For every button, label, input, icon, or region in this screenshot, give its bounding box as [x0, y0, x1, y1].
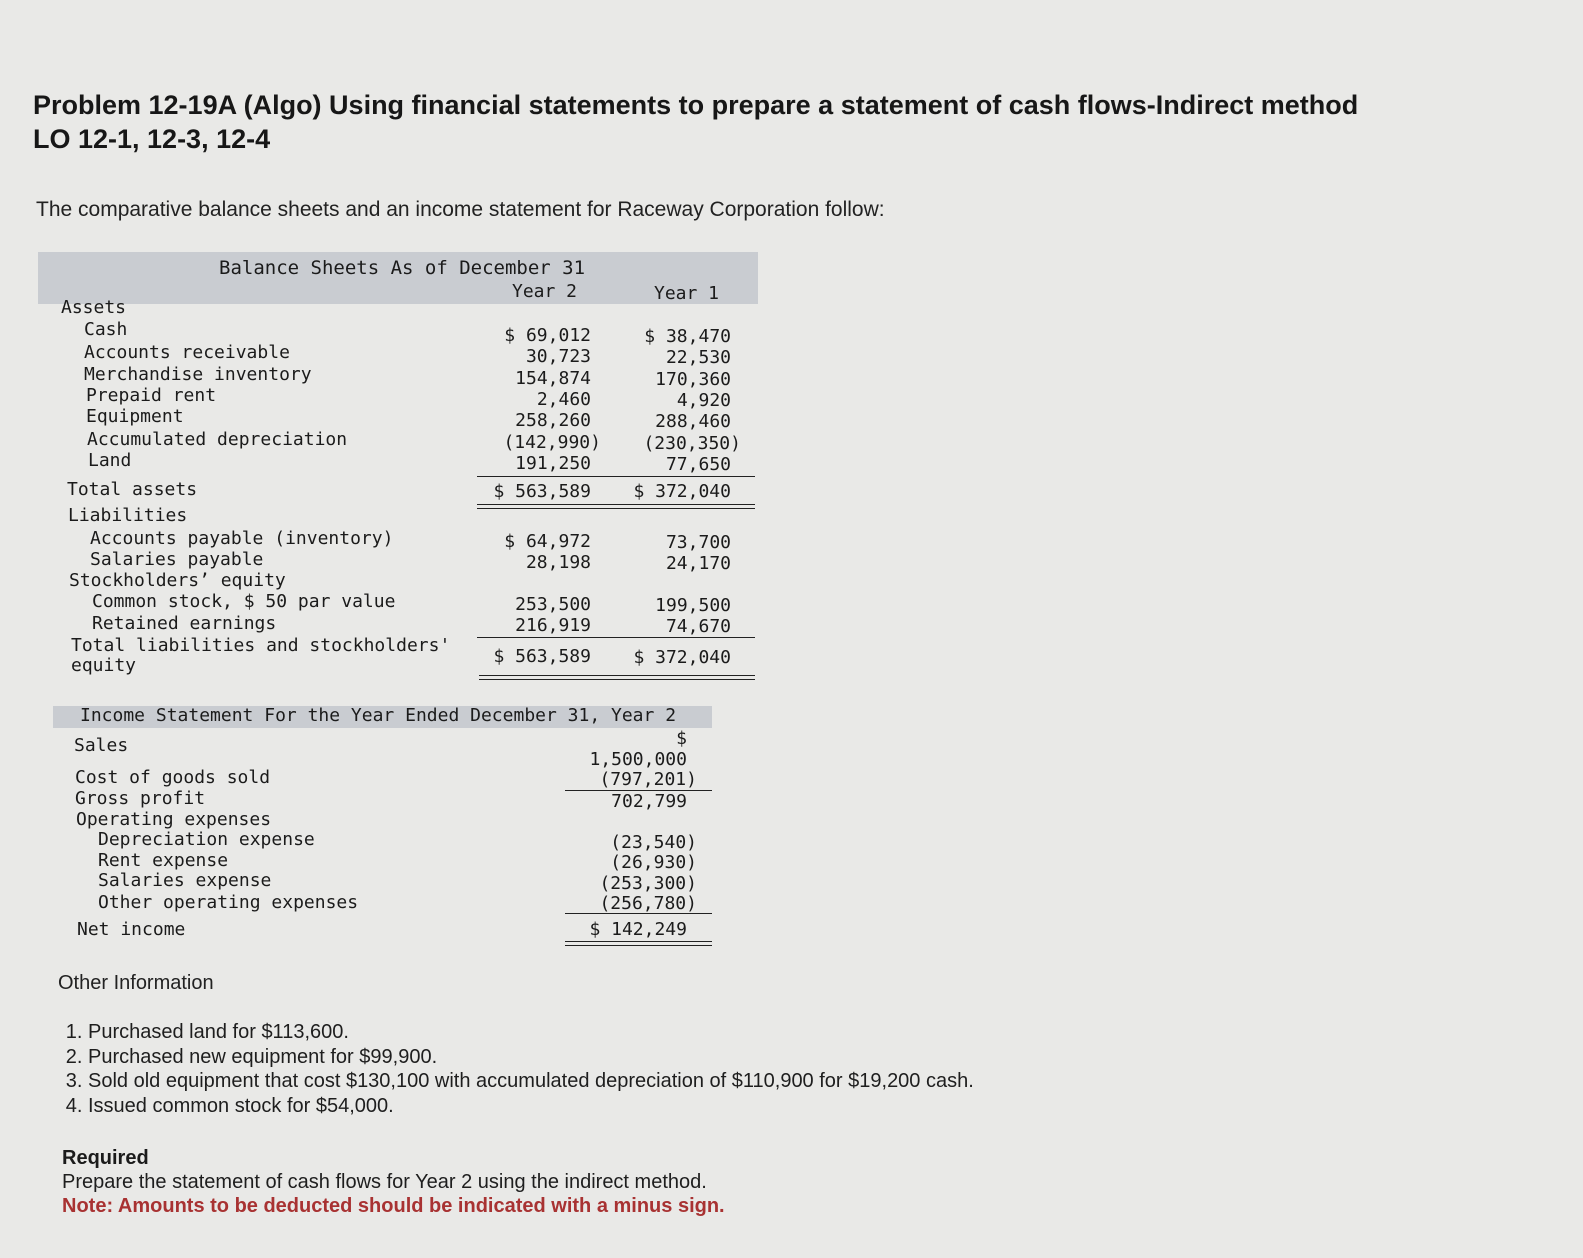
sales-currency: $ — [676, 728, 687, 749]
required-title: Required — [62, 1147, 149, 1169]
opex-item-label: Salaries expense — [98, 870, 272, 891]
asset-label: Cash — [84, 319, 128, 340]
cogs-label: Cost of goods sold — [75, 767, 271, 788]
asset-year2-value: $ 69,012 — [504, 325, 591, 346]
problem-title-line2: LO 12-1, 12-3, 12-4 — [33, 124, 271, 154]
opex-label: Operating expenses — [76, 809, 272, 830]
asset-label: Equipment — [86, 406, 184, 427]
col-header-year1: Year 1 — [654, 283, 720, 304]
opex-item-value: (253,300) — [599, 873, 697, 894]
asset-year2-value: 2,460 — [536, 389, 591, 410]
gross-profit-label: Gross profit — [75, 788, 206, 809]
total-le-year1: $ 372,040 — [633, 647, 731, 668]
liability-year2-value: $ 64,972 — [504, 531, 591, 552]
intro-text: The comparative balance sheets and an income statement for Raceway Corporation follow: — [36, 198, 885, 221]
asset-year1-value: 77,650 — [665, 454, 731, 475]
net-income-value: $ 142,249 — [589, 919, 687, 940]
other-info-item: 1. Purchased land for $113,600. — [88, 1020, 974, 1045]
liabilities-label: Liabilities — [68, 505, 188, 526]
opex-item-value: (26,930) — [610, 852, 697, 873]
equity-item-label: Common stock, $ 50 par value — [92, 591, 396, 612]
subtotal-rule — [565, 913, 712, 914]
total-double-rule — [565, 941, 712, 946]
total-le-label-line1: Total liabilities and stockholders' — [71, 635, 451, 656]
asset-year2-value: 258,260 — [515, 410, 591, 431]
asset-label: Prepaid rent — [86, 385, 217, 406]
asset-label: Accounts receivable — [84, 342, 290, 363]
asset-label: Merchandise inventory — [84, 364, 312, 385]
liability-year1-value: 73,700 — [665, 532, 731, 553]
equity-year1-value: 199,500 — [655, 595, 731, 616]
opex-item-label: Depreciation expense — [98, 829, 315, 850]
net-income-label: Net income — [77, 919, 186, 940]
assets-label: Assets — [61, 297, 127, 318]
asset-year2-value: (142,990) — [503, 432, 601, 453]
cogs-value: (797,201) — [599, 769, 697, 790]
liability-year2-value: 28,198 — [525, 552, 591, 573]
subtotal-rule — [477, 637, 755, 638]
asset-year1-value: 170,360 — [655, 369, 731, 390]
asset-year1-value: (230,350) — [643, 433, 741, 454]
asset-label: Land — [88, 450, 132, 471]
col-header-year2: Year 2 — [512, 281, 578, 302]
problem-title-line1: Problem 12-19A (Algo) Using financial statements to prepare a statement of cash flows-Indirect method — [33, 90, 1359, 120]
opex-item-label: Rent expense — [98, 850, 229, 871]
income-statement-title: Income Statement For the Year Ended December 31, Year 2 — [80, 705, 677, 726]
asset-year2-value: 191,250 — [515, 453, 591, 474]
opex-item-value: (23,540) — [610, 832, 697, 853]
equity-year1-value: 74,670 — [665, 616, 731, 637]
total-le-label-line2: equity — [71, 655, 137, 676]
equity-item-label: Retained earnings — [92, 613, 277, 634]
other-info-title: Other Information — [58, 972, 214, 994]
asset-year1-value: 288,460 — [655, 411, 731, 432]
total-double-rule — [477, 504, 755, 509]
asset-year1-value: 22,530 — [665, 347, 731, 368]
liability-label: Accounts payable (inventory) — [90, 528, 394, 549]
other-info-list — [50, 1020, 974, 1118]
asset-year2-value: 30,723 — [525, 346, 591, 367]
asset-label: Accumulated depreciation — [87, 429, 348, 450]
required-note: Note: Amounts to be deducted should be indicated with a minus sign. — [62, 1195, 725, 1217]
subtotal-rule — [477, 476, 755, 477]
required-text: Prepare the statement of cash flows for Year 2 using the indirect method. — [62, 1171, 707, 1193]
total-double-rule — [479, 675, 755, 680]
total-assets-label: Total assets — [67, 479, 198, 500]
opex-item-value: (256,780) — [599, 893, 697, 914]
sales-label: Sales — [74, 735, 129, 756]
other-info-item: 2. Purchased new equipment for $99,900. — [88, 1045, 974, 1070]
opex-item-label: Other operating expenses — [98, 892, 359, 913]
balance-sheet-title: Balance Sheets As of December 31 — [219, 257, 586, 279]
total-le-year2: $ 563,589 — [493, 646, 591, 667]
problem-title — [33, 88, 1358, 156]
other-info-item: 4. Issued common stock for $54,000. — [88, 1094, 974, 1119]
equity-year2-value: 216,919 — [515, 615, 591, 636]
total-assets-year1: $ 372,040 — [633, 481, 731, 502]
asset-year2-value: 154,874 — [515, 368, 591, 389]
liability-year1-value: 24,170 — [665, 553, 731, 574]
total-assets-year2: $ 563,589 — [493, 481, 591, 502]
gross-profit-value: 702,799 — [611, 791, 687, 812]
asset-year1-value: 4,920 — [676, 390, 731, 411]
sales-value: 1,500,000 — [589, 749, 687, 770]
other-info-item: 3. Sold old equipment that cost $130,100 with accumulated depreciation of $110,900 for $19,200 cash. — [88, 1069, 974, 1094]
equity-label: Stockholders’ equity — [69, 570, 286, 591]
liability-label: Salaries payable — [90, 549, 264, 570]
asset-year1-value: $ 38,470 — [644, 326, 731, 347]
equity-year2-value: 253,500 — [515, 594, 591, 615]
